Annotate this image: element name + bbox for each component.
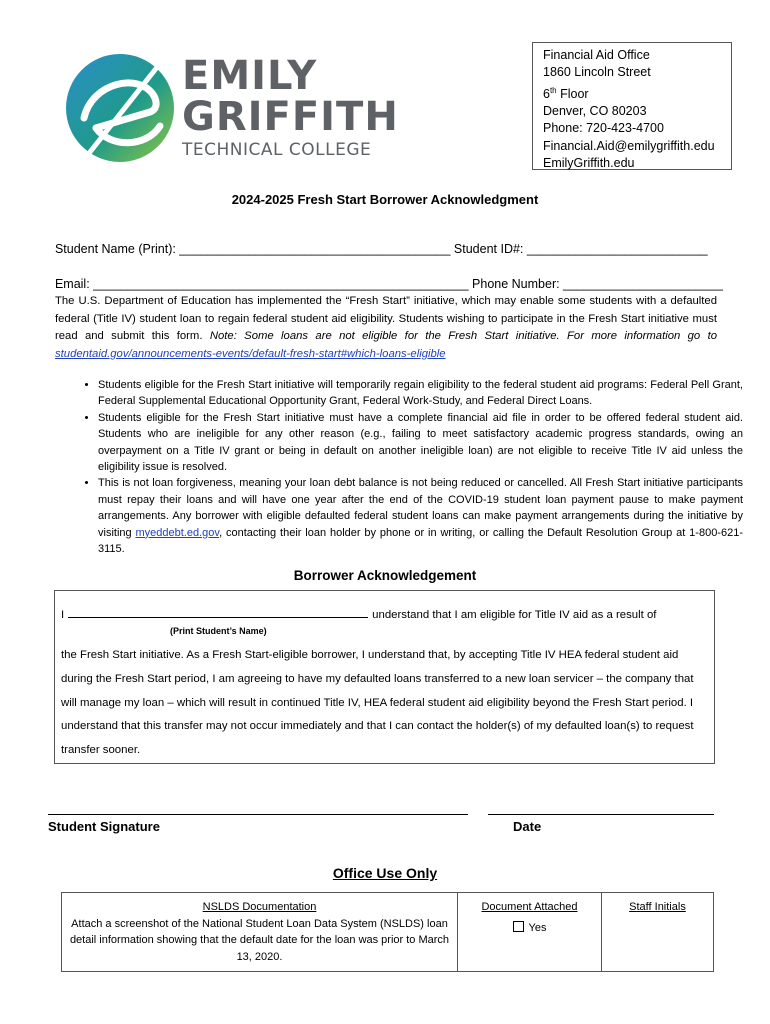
bullet-1: • Students eligible for the Fresh Start initiative will temporarily regain eligibility to the federal student aid programs: Federal Pell Grant, Federal Supplemental Educational Opportunity Grant, Federal Work-Study, and Federal Direct Loans. — [98, 377, 743, 410]
office-use-title: Office Use Only — [332, 865, 438, 881]
email-field[interactable]: Email: ______________________________________________________ — [54, 277, 473, 291]
studentaid-link[interactable]: studentaid.gov/announcements-events/default-fresh-start#which-loans-eligible — [55, 347, 446, 360]
office-website: EmilyGriffith.edu — [543, 155, 635, 170]
nslds-header: NSLDS Documentation — [202, 901, 317, 913]
staff-initials-cell[interactable] — [602, 893, 714, 972]
office-phone: Phone: 720-423-4700 — [543, 121, 664, 136]
print-name-caption: (Print Student’s Name) — [170, 626, 267, 636]
office-address-box — [532, 42, 732, 170]
office-use-table — [61, 892, 714, 972]
yes-checkbox-icon[interactable] — [513, 921, 524, 932]
eligibility-bullets — [72, 377, 743, 557]
nslds-text: Attach a screenshot of the National Student Loan Data System (NSLDS) loan detail information showing that the default date for the loan was prior to March 13, 2020. — [69, 917, 450, 963]
office-city: Denver, CO 80203 — [543, 104, 647, 119]
intro-paragraph: The U.S. Department of Education has implemented the “Fresh Start” initiative, which may enable some students with a defaulted federal (Title IV) student loan to regain federal student aid eligibility. Students wishing to participate in the Fresh Start initiative must read and submit this form. Note: Some loans are not eligible for the Fresh Start initiative. For more information go to studentaid.gov/announcements-events/default-fresh-start#which-loans-eligible — [55, 295, 717, 360]
email-row[interactable] — [48, 263, 723, 291]
office-email: Financial.Aid@emilygriffith.edu — [543, 138, 715, 153]
intro-note: Note: Some loans are not eligible for the Fresh Start initiative. For more information go to — [209, 330, 717, 343]
form-title: 2024-2025 Fresh Start Borrower Acknowledgment — [231, 192, 539, 207]
student-signature-line[interactable] — [48, 814, 468, 815]
office-use-row — [62, 893, 714, 972]
document-attached-header: Document Attached — [481, 901, 578, 913]
myeddebt-link[interactable]: myeddebt.ed.gov — [135, 526, 220, 539]
logo-line-2: GRIFFITH — [182, 94, 399, 140]
bullet-3: • This is not loan forgiveness, meaning your loan debt balance is not being reduced or cancelled. All Fresh Start initiative participants must repay their loans and will have one year after the end of the COVID-19 student loan payment pause to make payment arrangements. Any borrower with eligible defaulted federal student loans can make payment arrangements during the initiative by visiting myeddebt.ed.gov, contacting their loan holder by phone or in writing, or calling the Default Resolution Group at 1-800-621-3115. — [98, 475, 743, 557]
office-name: Financial Aid Office — [543, 48, 650, 62]
phone-field[interactable]: Phone Number: _______________________ — [472, 277, 723, 291]
student-name-field[interactable]: Student Name (Print): _______________________________________ — [54, 242, 454, 256]
acknowledgement-title: Borrower Acknowledgement — [293, 568, 477, 583]
document-attached-cell — [458, 893, 602, 972]
college-logo-mark — [62, 52, 182, 164]
nslds-cell — [62, 893, 458, 972]
logo-line-3: TECHNICAL COLLEGE — [182, 140, 372, 160]
student-name-row[interactable] — [48, 228, 708, 256]
office-floor: 6th Floor — [543, 85, 589, 101]
student-id-field[interactable]: Student ID#: __________________________ — [453, 242, 708, 256]
student-signature-label: Student Signature — [48, 819, 160, 834]
bullet-2: • Students eligible for the Fresh Start initiative must have a complete financial aid file in order to be offered federal student aid. Students who are ineligible for any other reason (e.g., failing to meet satisfactory academic progress standards, owing an overpayment on a Title IV grant or being in default on another ineligible loan) are not eligible to receive Title IV aid unless the eligibility issue is resolved. — [98, 410, 743, 476]
staff-initials-header: Staff Initials — [629, 901, 686, 913]
acknowledgement-first-line: I understand that I am eligible for Title IV aid as a result of — [61, 605, 656, 621]
document-attached-yes[interactable]: Yes — [463, 920, 596, 937]
logo-line-1: EMILY — [182, 53, 318, 99]
office-street: 1860 Lincoln Street — [543, 65, 651, 80]
print-name-line[interactable] — [68, 605, 368, 618]
date-line[interactable] — [488, 814, 714, 815]
acknowledgement-text: the Fresh Start initiative. As a Fresh Start-eligible borrower, I understand that, by accepting Title IV HEA federal student aid during the Fresh Start period, I am agreeing to have my defaulted loans transferred to a new loan servicer – the company that will manage my loan – which will result in continued Title IV, HEA federal student aid eligibility beyond the Fresh Start period. I understand that this transfer may not occur immediately and that I can contact the holder(s) of my defaulted loan(s) to request transfer sooner. — [61, 649, 694, 757]
college-logo-text — [182, 53, 399, 160]
acknowledgement-box — [54, 590, 715, 764]
date-label: Date — [513, 819, 542, 834]
